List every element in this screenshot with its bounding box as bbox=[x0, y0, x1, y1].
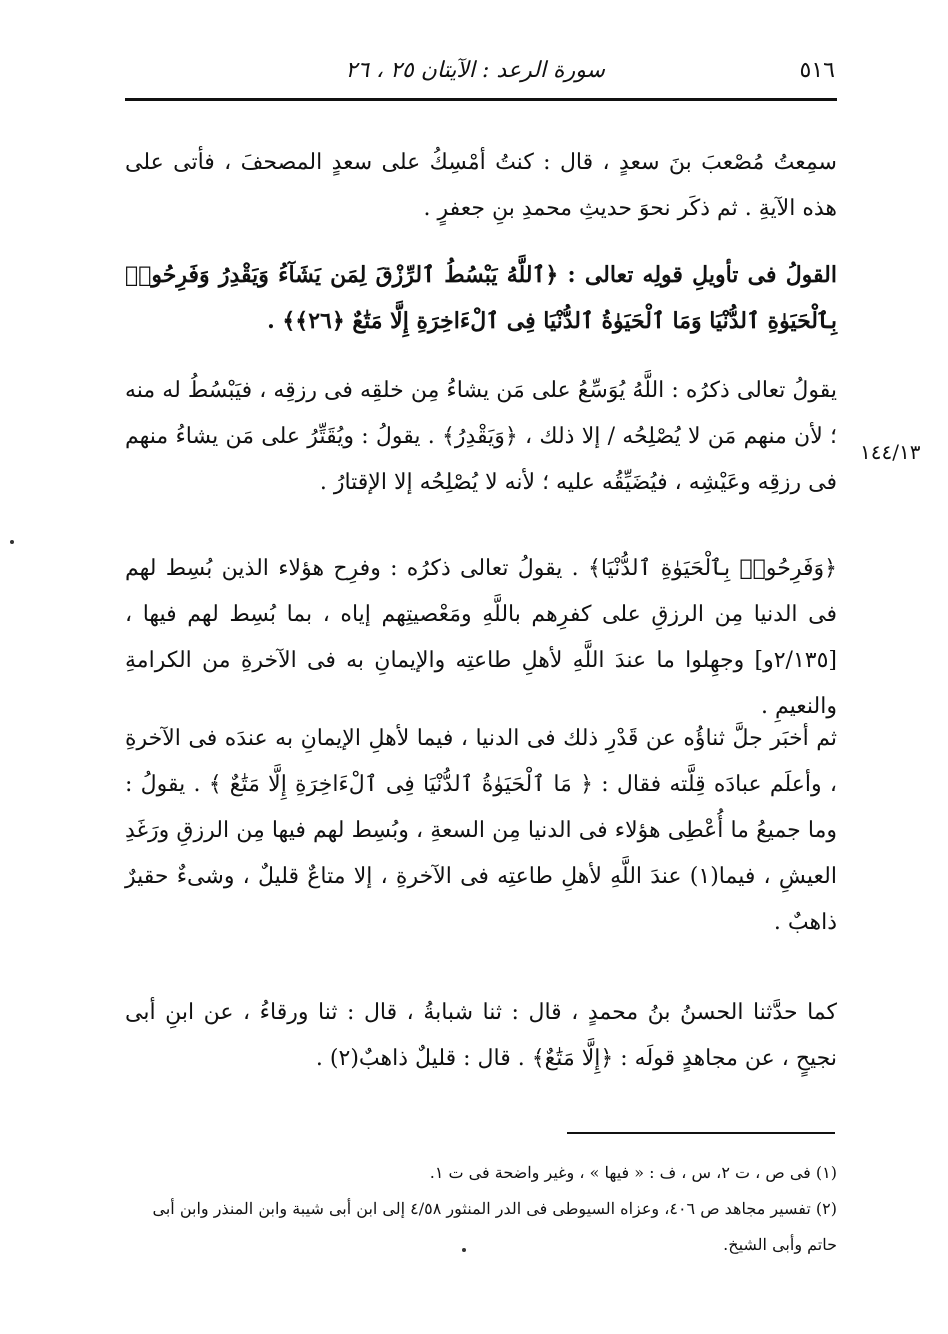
scan-speck bbox=[10, 540, 14, 544]
header-rule bbox=[125, 98, 837, 101]
paragraph-6: كما حدَّثنا الحسنُ بنُ محمدٍ ، قال : ثنا شبابةُ ، قال : ثنا ورقاءُ ، عن ابنِ أبى نجيحٍ ، عن مجاهدٍ قولَه : ﴿إِلَّا مَتَٰعٌ﴾ . قال : قليلٌ ذاهبٌ(٢) . bbox=[125, 1000, 837, 1071]
footnote-rule bbox=[567, 1132, 835, 1134]
footnote-2: (٢) تفسير مجاهد ص ٤٠٦، وعزاه السيوطى فى الدر المنثور ٤/٥٨ إلى ابن أبى شيبة وابن المنذر وابن أبى حاتم وأبى الشيخ. bbox=[152, 1199, 837, 1254]
paragraph-5: ثم أخبَر جلَّ ثناؤُه عن قَدْرِ ذلك فى الدنيا ، فيما لأهلِ الإيمانِ به عندَه فى الآخرةِ ، وأعلَم عبادَه قِلَّته فقال : ﴿ مَا ٱلْحَيَوٰةُ ٱلدُّنْيَا فِى ٱلْءَاخِرَةِ إِلَّا مَتَٰعٌ ﴾ . يقولُ : وما جميعُ ما أُعْطِى هؤلاء فى الدنيا مِن السعةِ ، وبُسِط لهم فيها مِن الرزقِ ورَغَدِ العيشِ ، فيما(١) عندَ اللَّهِ لأهلِ طاعتِه فى الآخرةِ ، إلا متاعٌ قليلٌ ، وشىءٌ حقيرٌ ذاهبٌ . bbox=[125, 726, 837, 935]
paragraph-3: يقولُ تعالى ذكرُه : اللَّهُ يُوَسِّعُ على مَن يشاءُ مِن خلقِه فى رزقِه ، فيَبْسُطُ له منه ؛ لأن منهم مَن لا يُصْلِحُه / إلا ذلك ، ﴿وَيَقْدِرُ﴾ . يقولُ : ويُقَتِّرُ على مَن يشاءُ منهم فى رزقِه وعَيْشِه ، فيُضَيِّقُه عليه ؛ لأنه لا يُصْلِحُه إلا الإقتارُ . bbox=[125, 378, 837, 495]
paragraph-2-heading: القولُ فى تأويلِ قولِه تعالى : ﴿ٱللَّهُ يَبْسُطُ ٱلرِّزْقَ لِمَن يَشَآءُ وَيَقْدِرُ وَفَرِحُوا۟ بِٱلْحَيَوٰةِ ٱلدُّنْيَا وَمَا ٱلْحَيَوٰةُ ٱلدُّنْيَا فِى ٱلْءَاخِرَةِ إِلَّا مَتَٰعٌ ﴿٢٦﴾﴾ . bbox=[125, 262, 837, 334]
footnotes bbox=[125, 1155, 837, 1263]
paragraph-4: ﴿وَفَرِحُوا۟ بِٱلْحَيَوٰةِ ٱلدُّنْيَا﴾ . يقولُ تعالى ذكرُه : وفرِح هؤلاء الذين بُسِط لهم فى الدنيا مِن الرزقِ على كفرِهم باللَّهِ ومَعْصيتِهم إياه ، بما بُسِط لهم فيها ، [٢/١٣٥و] وجهِلوا ما عندَ اللَّهِ لأهلِ طاعتِه والإيمانِ به فى الآخرةِ من الكرامةِ والنعيمِ . bbox=[125, 556, 837, 719]
paragraph-1: سمِعتُ مُصْعبَ بنَ سعدٍ ، قال : كنتُ أمْسِكُ على سعدٍ المصحفَ ، فأتى على هذه الآيةِ . ثم ذكَر نحوَ حديثِ محمدِ بنِ جعفرٍ . bbox=[125, 150, 837, 221]
footnote-1: (١) فى ص ، ت ٢، س ، ف : « فيها » ، وغير واضحة فى ت ١. bbox=[429, 1163, 837, 1182]
scan-speck bbox=[462, 1248, 466, 1252]
running-title: سورة الرعد : الآيتان ٢٥ ، ٢٦ bbox=[345, 58, 605, 83]
margin-reference: ١٤٤/١٣ bbox=[860, 440, 921, 464]
page-number: ٥١٦ bbox=[799, 58, 835, 83]
running-header bbox=[125, 58, 835, 96]
